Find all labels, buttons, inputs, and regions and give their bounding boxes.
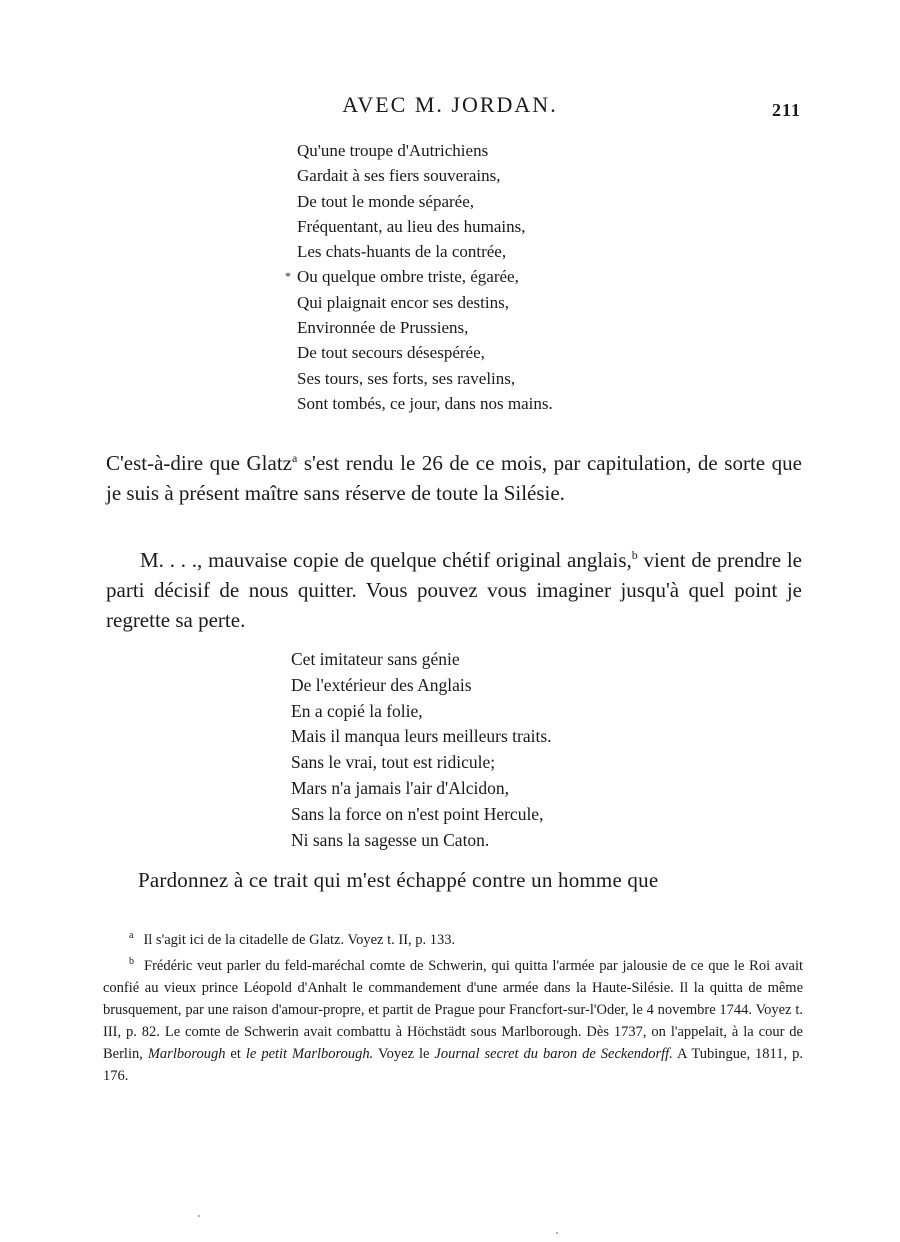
poem-line: De l'extérieur des Anglais: [291, 674, 472, 695]
footnote-text: A Tubingue, 1811, p. 176.: [103, 1045, 803, 1084]
paragraph-glatz: [106, 448, 802, 508]
poem-line: Mars n'a jamais l'air d'Alcidon,: [291, 777, 509, 798]
poem-line: Environnée de Prussiens,: [297, 318, 469, 338]
poem-line-text: Ou quelque ombre triste, égarée,: [297, 267, 519, 287]
running-head: AVEC M. JORDAN.: [342, 92, 558, 117]
footnote-mark: a: [129, 930, 134, 941]
poem-line: De tout le monde séparée,: [297, 191, 475, 211]
footnotes: [103, 925, 803, 1087]
paragraph-text: s'est rendu le 26 de ce mois, par capitulation, de sorte que je suis à présent maître sans réserve de toute la Silésie.: [106, 451, 803, 505]
paragraph-text: vient de prendre le parti décisif de nous quitter. Vous pouvez vous imaginer jusqu'à quel point je regrette sa perte.: [106, 548, 802, 632]
poem-line: En a copié la folie,: [291, 700, 423, 721]
footnote-mark: b: [129, 955, 134, 967]
poem-line: Sans le vrai, tout est ridicule;: [291, 752, 496, 773]
poem-line: Les chats-huants de la contrée,: [297, 242, 507, 262]
page-number: 211: [772, 100, 802, 120]
poem-line: Cet imitateur sans génie: [291, 649, 460, 669]
footnote-italic: le petit Marlborough.: [245, 1045, 374, 1062]
poem-stanza-1: [285, 138, 553, 416]
poem-line: [285, 264, 553, 289]
line-marker: *: [285, 269, 291, 284]
poem-line: Mais il manqua leurs meilleurs traits.: [291, 726, 552, 747]
poem-line: Qui plaignait encor ses destins,: [297, 292, 509, 312]
closing-line: Pardonnez à ce trait qui m'est échappé contre un homme que: [138, 868, 659, 892]
footnote-italic: Marlborough: [147, 1045, 226, 1062]
poem-line: Qu'une troupe d'Autrichiens: [297, 141, 489, 160]
paper-speck: [556, 1232, 558, 1234]
poem-line: Sans la force on n'est point Hercule,: [291, 803, 544, 824]
footnote-text: et: [225, 1045, 246, 1062]
footnote-text: Il s'agit ici de la citadelle de Glatz. Voyez t. II, p. 133.: [143, 931, 456, 948]
footnote-text: Voyez le: [373, 1045, 435, 1062]
footnote-ref-a[interactable]: a: [292, 451, 298, 465]
paper-speck: [198, 1215, 200, 1217]
footnote-italic: Journal secret du baron de Seckendorff.: [434, 1045, 673, 1062]
poem-line: De tout secours désespérée,: [297, 343, 485, 363]
footnote-ref-b[interactable]: b: [631, 548, 638, 562]
poem-stanza-2: [291, 647, 552, 853]
poem-line: Gardait à ses fiers souverains,: [297, 166, 501, 186]
poem-line: Sont tombés, ce jour, dans nos mains.: [297, 393, 553, 413]
paragraph-text: M. . . ., mauvaise copie de quelque chétif original anglais,: [140, 548, 632, 572]
paragraph-text: C'est-à-dire que Glatz: [106, 451, 292, 475]
footnote-b: [103, 951, 803, 1087]
poem-line: Ses tours, ses forts, ses ravelins,: [297, 368, 516, 388]
footnote-a: [103, 925, 803, 951]
footnote-text: Frédéric veut parler du feld-maréchal comte de Schwerin, qui quitta l'armée par jalousie de ce que le Roi avait confié au vieux prince Léopold d'Anhalt le commandement d'une armée dans la Haute-Silésie. Il la quitta de même brusquement, par une raison d'amour-propre, et partit de Prague pour Francfort-sur-l'Oder, le 4 novembre 1744. Voyez t. III, p. 82. Le comte de Schwerin avait combattu à Höchstädt sous Marlborough. Dès 1737, on l'appelait, à la cour de Berlin,: [103, 957, 803, 1062]
poem-line: Ni sans la sagesse un Caton.: [291, 829, 490, 850]
paragraph-copie: [106, 545, 802, 635]
poem-line: Fréquentant, au lieu des humains,: [297, 216, 526, 236]
